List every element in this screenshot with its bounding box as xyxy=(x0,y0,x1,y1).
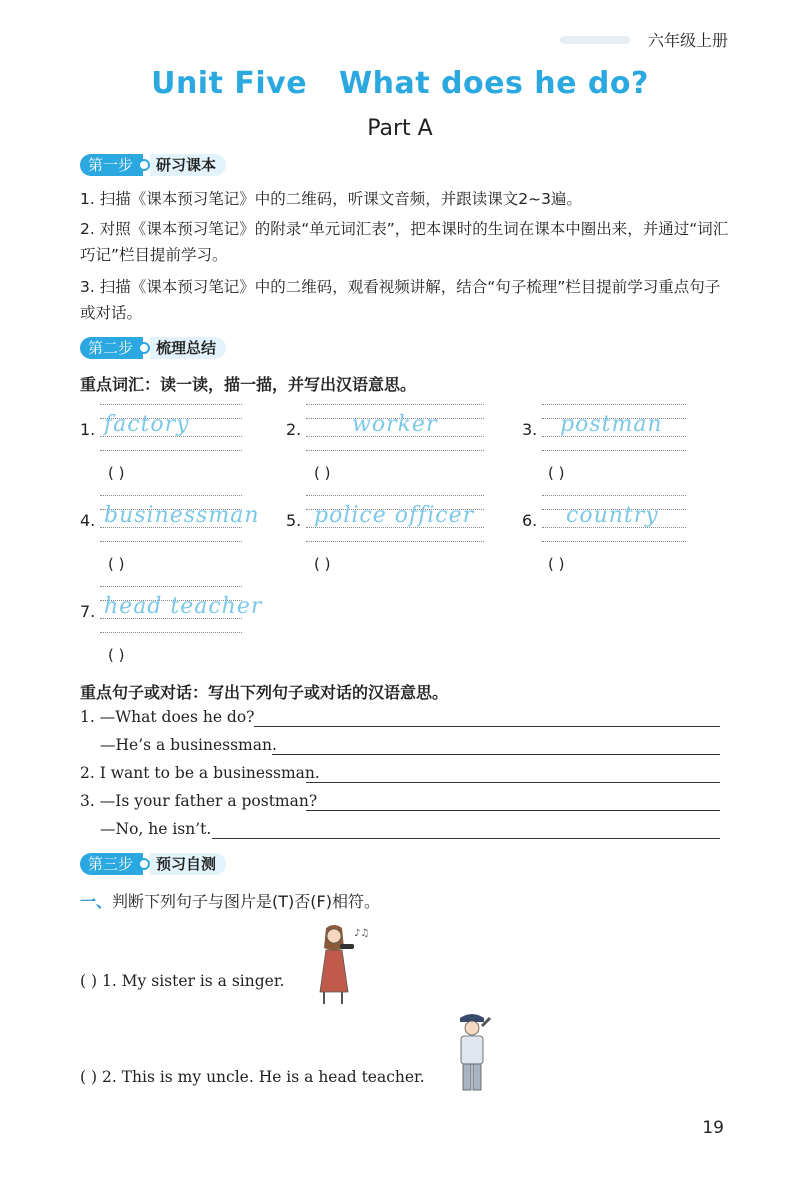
step2-name: 梳理总结 xyxy=(150,337,226,359)
step3-badge xyxy=(80,853,226,875)
vocab-trace-word: businessman xyxy=(104,503,260,528)
step1-item: 2. 对照《课本预习笔记》的附录“单元词汇表”，把本课时的生词在课本中圈出来，并通过“词汇巧记”栏目提前学习。 xyxy=(80,220,729,264)
vocab-writing-box[interactable] xyxy=(542,495,686,543)
vocab-writing-box[interactable] xyxy=(542,404,686,452)
step1-item: 1. 扫描《课本预习笔记》中的二维码，听课文音频，并跟读课文2~3遍。 xyxy=(80,190,582,208)
exercise-text: 判断下列句子与图片是(T)否(F)相符。 xyxy=(112,892,380,911)
vocab-trace-word: worker xyxy=(352,412,438,437)
unit-title xyxy=(0,66,800,101)
step-dot-icon xyxy=(138,858,150,870)
part-label: Part A xyxy=(367,116,433,141)
vocab-meaning-blank[interactable]: ( ) xyxy=(548,555,565,573)
step1-item: 3. 扫描《课本预习笔记》中的二维码，观看视频讲解，结合“句子梳理”栏目提前学习重点句子或对话。 xyxy=(80,278,721,322)
vocab-writing-box[interactable] xyxy=(100,404,242,452)
sentence-text: 1. —What does he do? xyxy=(80,708,255,726)
vocab-meaning-blank[interactable]: ( ) xyxy=(314,555,331,573)
tf-answer-blank[interactable]: ( ) xyxy=(80,1068,98,1086)
tf-item xyxy=(80,1068,425,1086)
page-number: 19 xyxy=(702,1118,724,1138)
step3-tag: 第三步 xyxy=(80,853,143,875)
vocab-trace-word: factory xyxy=(104,412,190,437)
vocab-trace-word: police officer xyxy=(314,503,475,528)
vocab-number: 3. xyxy=(522,420,538,439)
answer-line[interactable] xyxy=(272,754,720,755)
tf-item xyxy=(80,972,284,990)
vocab-number: 7. xyxy=(80,602,96,621)
sentence-text: 3. —Is your father a postman? xyxy=(80,792,318,810)
vocab-number: 6. xyxy=(522,511,538,530)
vocab-meaning-blank[interactable]: ( ) xyxy=(548,464,565,482)
vocab-number: 1. xyxy=(80,420,96,439)
step1-tag: 第一步 xyxy=(80,154,143,176)
vocab-writing-box[interactable] xyxy=(100,586,263,634)
vocab-trace-word: postman xyxy=(560,412,663,437)
vocab-meaning-blank[interactable]: ( ) xyxy=(108,464,125,482)
answer-line[interactable] xyxy=(306,782,720,783)
sentence-text: —No, he isn’t. xyxy=(100,820,212,838)
sentence-text: 2. I want to be a businessman. xyxy=(80,764,320,782)
svg-text:♪♫: ♪♫ xyxy=(354,928,370,939)
sentence-heading: 重点句子或对话：写出下列句子或对话的汉语意思。 xyxy=(80,683,449,702)
vocab-writing-box[interactable] xyxy=(306,404,484,452)
grade-label: 六年级上册 xyxy=(647,31,728,50)
vocab-trace-word: country xyxy=(566,503,659,528)
answer-line[interactable] xyxy=(254,726,720,727)
step3-name: 预习自测 xyxy=(150,853,226,875)
vocab-heading: 重点词汇：读一读，描一描，并写出汉语意思。 xyxy=(80,375,417,394)
exercise-instruction xyxy=(80,889,380,912)
vocab-meaning-blank[interactable]: ( ) xyxy=(108,555,125,573)
vocab-writing-box[interactable] xyxy=(306,495,484,543)
exercise-number: 一、 xyxy=(80,892,113,911)
singer-illustration xyxy=(312,922,374,1006)
tf-item-text: 1. My sister is a singer. xyxy=(101,972,285,990)
answer-line[interactable] xyxy=(306,810,720,811)
tf-answer-blank[interactable]: ( ) xyxy=(80,972,98,990)
vocab-writing-box[interactable] xyxy=(100,495,260,543)
answer-line[interactable] xyxy=(212,838,720,839)
step1-badge xyxy=(80,154,226,176)
step-dot-icon xyxy=(138,342,150,354)
unit-number: Unit Five xyxy=(151,66,308,101)
step1-name: 研习课本 xyxy=(150,154,226,176)
step2-tag: 第二步 xyxy=(80,337,143,359)
vocab-meaning-blank[interactable]: ( ) xyxy=(108,646,125,664)
vocab-meaning-blank[interactable]: ( ) xyxy=(314,464,331,482)
step-dot-icon xyxy=(138,159,150,171)
vocab-trace-word: head teacher xyxy=(104,594,263,619)
saluting-man-illustration xyxy=(452,1012,496,1094)
vocab-number: 5. xyxy=(286,511,302,530)
header-decoration xyxy=(560,36,630,44)
vocab-number: 4. xyxy=(80,511,96,530)
step2-badge xyxy=(80,337,226,359)
unit-question: What does he do? xyxy=(339,66,649,101)
sentence-text: —He’s a businessman. xyxy=(100,736,277,754)
vocab-number: 2. xyxy=(286,420,302,439)
tf-item-text: 2. This is my uncle. He is a head teacher. xyxy=(101,1068,425,1086)
